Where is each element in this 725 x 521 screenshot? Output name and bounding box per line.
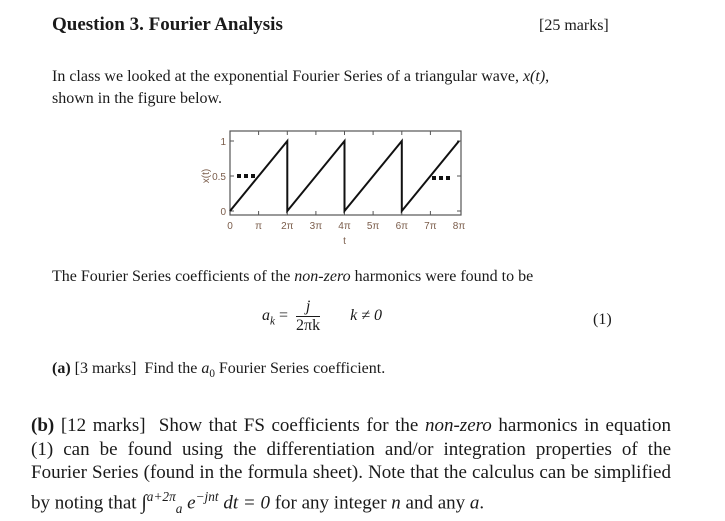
eq-fraction <box>296 298 320 335</box>
x-tick: 5π <box>366 221 380 232</box>
eq-condition: k ≠ 0 <box>350 307 382 325</box>
part-a-text: Find the <box>144 360 202 377</box>
part-a-marks: [3 marks] <box>74 360 137 377</box>
x-tick: 3π <box>309 221 323 232</box>
x-tick: 8π <box>452 221 466 232</box>
var-a: a <box>469 491 480 513</box>
part-b-text-4: and any <box>400 491 470 513</box>
eq-denominator: 2πk <box>296 317 321 334</box>
part-b <box>31 414 671 520</box>
x-tick: 2π <box>281 221 294 232</box>
coef-text: The Fourier Series coefficients of the <box>52 268 295 285</box>
part-b-period: . <box>479 491 485 513</box>
x-tick: 0 <box>227 221 233 232</box>
part-b-text: Show that FS coefficients for the <box>158 415 425 436</box>
y-tick-0-5: 0.5 <box>212 172 226 183</box>
integral-lower: a <box>175 500 183 516</box>
var-n: n <box>391 491 401 513</box>
coef-emph: non-zero <box>294 268 351 285</box>
integral-sign: ∫ <box>141 490 147 513</box>
eq-numerator: j <box>296 298 320 317</box>
x-tick: 4π <box>338 221 351 232</box>
integrand: e <box>187 491 196 513</box>
eq-equals: = <box>278 307 288 325</box>
signal-name: x(t) <box>522 68 546 85</box>
x-tick: π <box>255 221 263 232</box>
coefficients-intro <box>52 268 533 286</box>
coef-text-end: harmonics were found to be <box>350 268 534 285</box>
sawtooth-figure <box>195 124 485 254</box>
part-a-label: (a) <box>52 360 71 377</box>
intro-text: In class we looked at the exponential Fourier Series of a triangular wave, <box>52 68 523 85</box>
part-b-text-2: harmonics in equation (1) can be found using the differentiation and/or integration properties of the Fourier Series (found in the formula sheet). Note that the calculus can be simplified by noting that <box>31 415 671 513</box>
part-b-emph: non-zero <box>424 415 492 436</box>
part-b-marks: [12 marks] <box>60 415 146 436</box>
eq-lhs-sub: k <box>270 315 275 328</box>
equation-number: (1) <box>593 311 612 328</box>
intro-text-line2: shown in the figure below. <box>52 90 223 107</box>
part-a-coef-sub: 0 <box>209 368 215 381</box>
equation-1 <box>262 298 382 335</box>
intro-comma: , <box>545 68 550 85</box>
x-tick: 7π <box>424 221 437 232</box>
part-b-text-3: for any integer <box>269 491 392 513</box>
part-b-label: (b) <box>31 415 55 436</box>
part-a <box>52 360 385 380</box>
y-axis-label: x(t) <box>201 168 212 184</box>
sawtooth-line <box>230 141 459 211</box>
integrand-exponent: −jnt <box>195 488 219 504</box>
eq-lhs: a <box>262 307 270 325</box>
y-tick-0: 0 <box>220 207 226 218</box>
sawtooth-plot <box>195 124 485 254</box>
part-a-text-end: Fourier Series coefficient. <box>214 360 386 377</box>
x-axis-label: t <box>343 236 346 247</box>
integral-upper: a+2π <box>146 488 176 504</box>
question-marks: [25 marks] <box>539 17 609 34</box>
intro-paragraph <box>52 66 652 110</box>
y-tick-1: 1 <box>220 137 226 148</box>
part-a-coef: a <box>201 360 210 377</box>
x-tick: 6π <box>395 221 409 232</box>
integral-dt: dt = 0 <box>218 491 270 513</box>
question-title: Question 3. Fourier Analysis <box>52 14 283 35</box>
